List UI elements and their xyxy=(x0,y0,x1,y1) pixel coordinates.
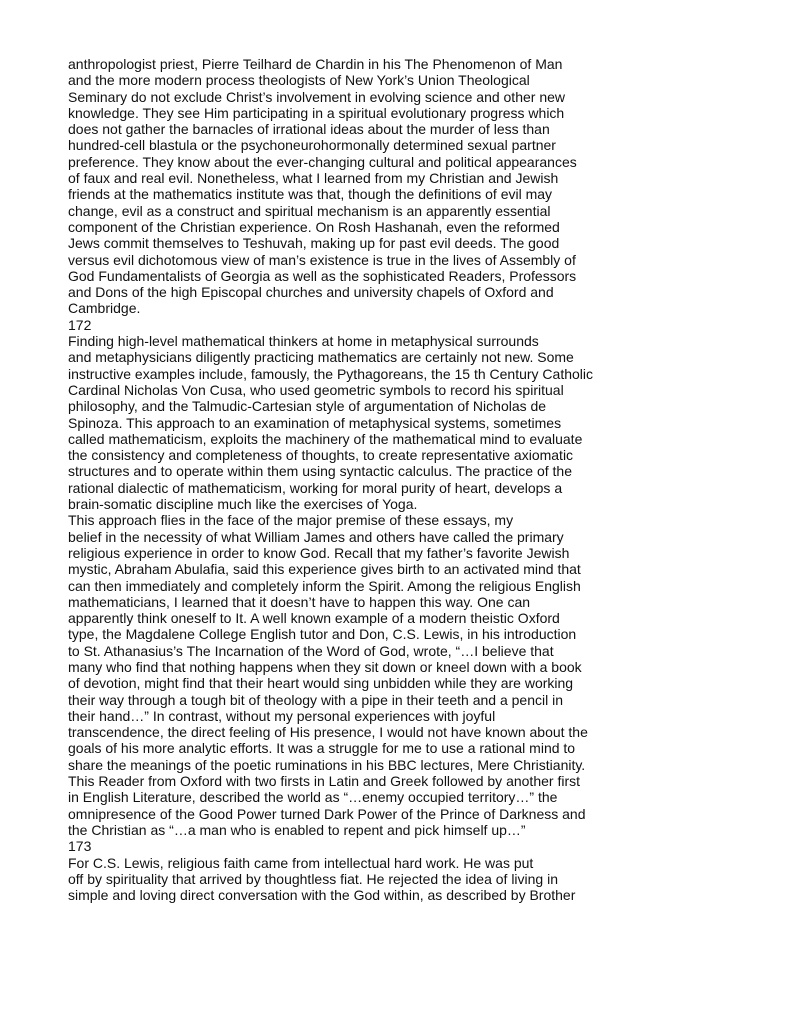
text-line: and Dons of the high Episcopal churches and university chapels of Oxford and xyxy=(68,284,554,301)
text-line: This Reader from Oxford with two firsts in Latin and Greek followed by another first xyxy=(68,773,580,790)
document-page xyxy=(68,56,792,903)
text-line: of faux and real evil. Nonetheless, what I learned from my Christian and Jewish xyxy=(68,170,559,187)
text-line: Cambridge. xyxy=(68,300,141,317)
text-line: brain-somatic discipline much like the exercises of Yoga. xyxy=(68,496,418,513)
text-line: many who find that nothing happens when they sit down or kneel down with a book xyxy=(68,658,582,675)
text-line: instructive examples include, famously, the Pythagoreans, the 15 th Century Catholic xyxy=(68,365,594,382)
text-line: the Christian as “…a man who is enabled to repent and pick himself up…” xyxy=(68,821,526,838)
text-line: God Fundamentalists of Georgia as well as the sophisticated Readers, Professors xyxy=(68,267,577,284)
text-line: simple and loving direct conversation with the God within, as described by Brother xyxy=(68,887,576,904)
text-line: Seminary do not exclude Christ’s involvement in evolving science and other new xyxy=(68,88,566,105)
text-line: called mathematicism, exploits the machinery of the mathematical mind to evaluate xyxy=(68,430,583,447)
text-line: their hand…” In contrast, without my personal experiences with joyful xyxy=(68,707,496,724)
text-line: belief in the necessity of what William James and others have called the primary xyxy=(68,528,564,545)
page-number: 172 xyxy=(68,316,92,333)
text-line: rational dialectic of mathematicism, working for moral purity of heart, develops a xyxy=(68,479,563,496)
text-line: and the more modern process theologists of New York’s Union Theological xyxy=(68,72,530,89)
text-line: preference. They know about the ever-changing cultural and political appearances xyxy=(68,153,577,170)
text-line: religious experience in order to know God. Recall that my father’s favorite Jewish xyxy=(68,544,570,561)
text-line: goals of his more analytic efforts. It was a struggle for me to use a rational mind to xyxy=(68,740,576,757)
text-line: friends at the mathematics institute was that, though the definitions of evil may xyxy=(68,186,553,203)
text-line: versus evil dichotomous view of man’s existence is true in the lives of Assembly of xyxy=(68,251,576,268)
text-line: transcendence, the direct feeling of His presence, I would not have known about the xyxy=(68,724,588,741)
text-line: the consistency and completeness of thoughts, to create representative axiomatic xyxy=(68,447,574,464)
text-line: mystic, Abraham Abulafia, said this experience gives birth to an activated mind that xyxy=(68,561,581,578)
text-line: share the meanings of the poetic ruminations in his BBC lectures, Mere Christianity. xyxy=(68,756,586,773)
text-line: mathematicians, I learned that it doesn’t have to happen this way. One can xyxy=(68,593,531,610)
text-line: hundred-cell blastula or the psychoneurohormonally determined sexual partner xyxy=(68,137,556,154)
text-line: and metaphysicians diligently practicing mathematics are certainly not new. Some xyxy=(68,349,574,366)
text-line: anthropologist priest, Pierre Teilhard de Chardin in his The Phenomenon of Man xyxy=(68,56,563,72)
text-line: type, the Magdalene College English tutor and Don, C.S. Lewis, in his introduction xyxy=(68,626,577,643)
text-line: does not gather the barnacles of irrational ideas about the murder of less than xyxy=(68,121,550,138)
text-line: knowledge. They see Him participating in a spiritual evolutionary progress which xyxy=(68,104,565,121)
text-line: change, evil as a construct and spiritual mechanism is an apparently essential xyxy=(68,202,551,219)
text-line: of devotion, might find that their heart would sing unbidden while they are working xyxy=(68,675,574,692)
text-line: omnipresence of the Good Power turned Dark Power of the Prince of Darkness and xyxy=(68,805,586,822)
text-line: to St. Athanasius’s The Incarnation of the Word of God, wrote, “…I believe that xyxy=(68,642,554,659)
text-line: component of the Christian experience. On Rosh Hashanah, even the reformed xyxy=(68,218,560,235)
text-line: Finding high-level mathematical thinkers at home in metaphysical surrounds xyxy=(68,333,539,350)
text-line: their way through a tough bit of theology with a pipe in their teeth and a pencil in xyxy=(68,691,563,708)
text-line: apparently think oneself to It. A well known example of a modern theistic Oxford xyxy=(68,610,560,627)
text-line: in English Literature, described the world as “…enemy occupied territory…” the xyxy=(68,789,558,806)
text-line: structures and to operate within them using syntactic calculus. The practice of the xyxy=(68,463,572,480)
text-line: Jews commit themselves to Teshuvah, making up for past evil deeds. The good xyxy=(68,235,560,252)
text-line: Cardinal Nicholas Von Cusa, who used geometric symbols to record his spiritual xyxy=(68,381,564,398)
text-line: philosophy, and the Talmudic-Cartesian style of argumentation of Nicholas de xyxy=(68,398,547,415)
text-line: Spinoza. This approach to an examination of metaphysical systems, sometimes xyxy=(68,414,562,431)
page-number: 173 xyxy=(68,838,92,855)
text-line: can then immediately and completely inform the Spirit. Among the religious English xyxy=(68,577,581,594)
text-line: For C.S. Lewis, religious faith came from intellectual hard work. He was put xyxy=(68,854,534,871)
text-line: off by spirituality that arrived by thoughtless fiat. He rejected the idea of living in xyxy=(68,870,559,887)
text-line: This approach flies in the face of the major premise of these essays, my xyxy=(68,512,514,529)
